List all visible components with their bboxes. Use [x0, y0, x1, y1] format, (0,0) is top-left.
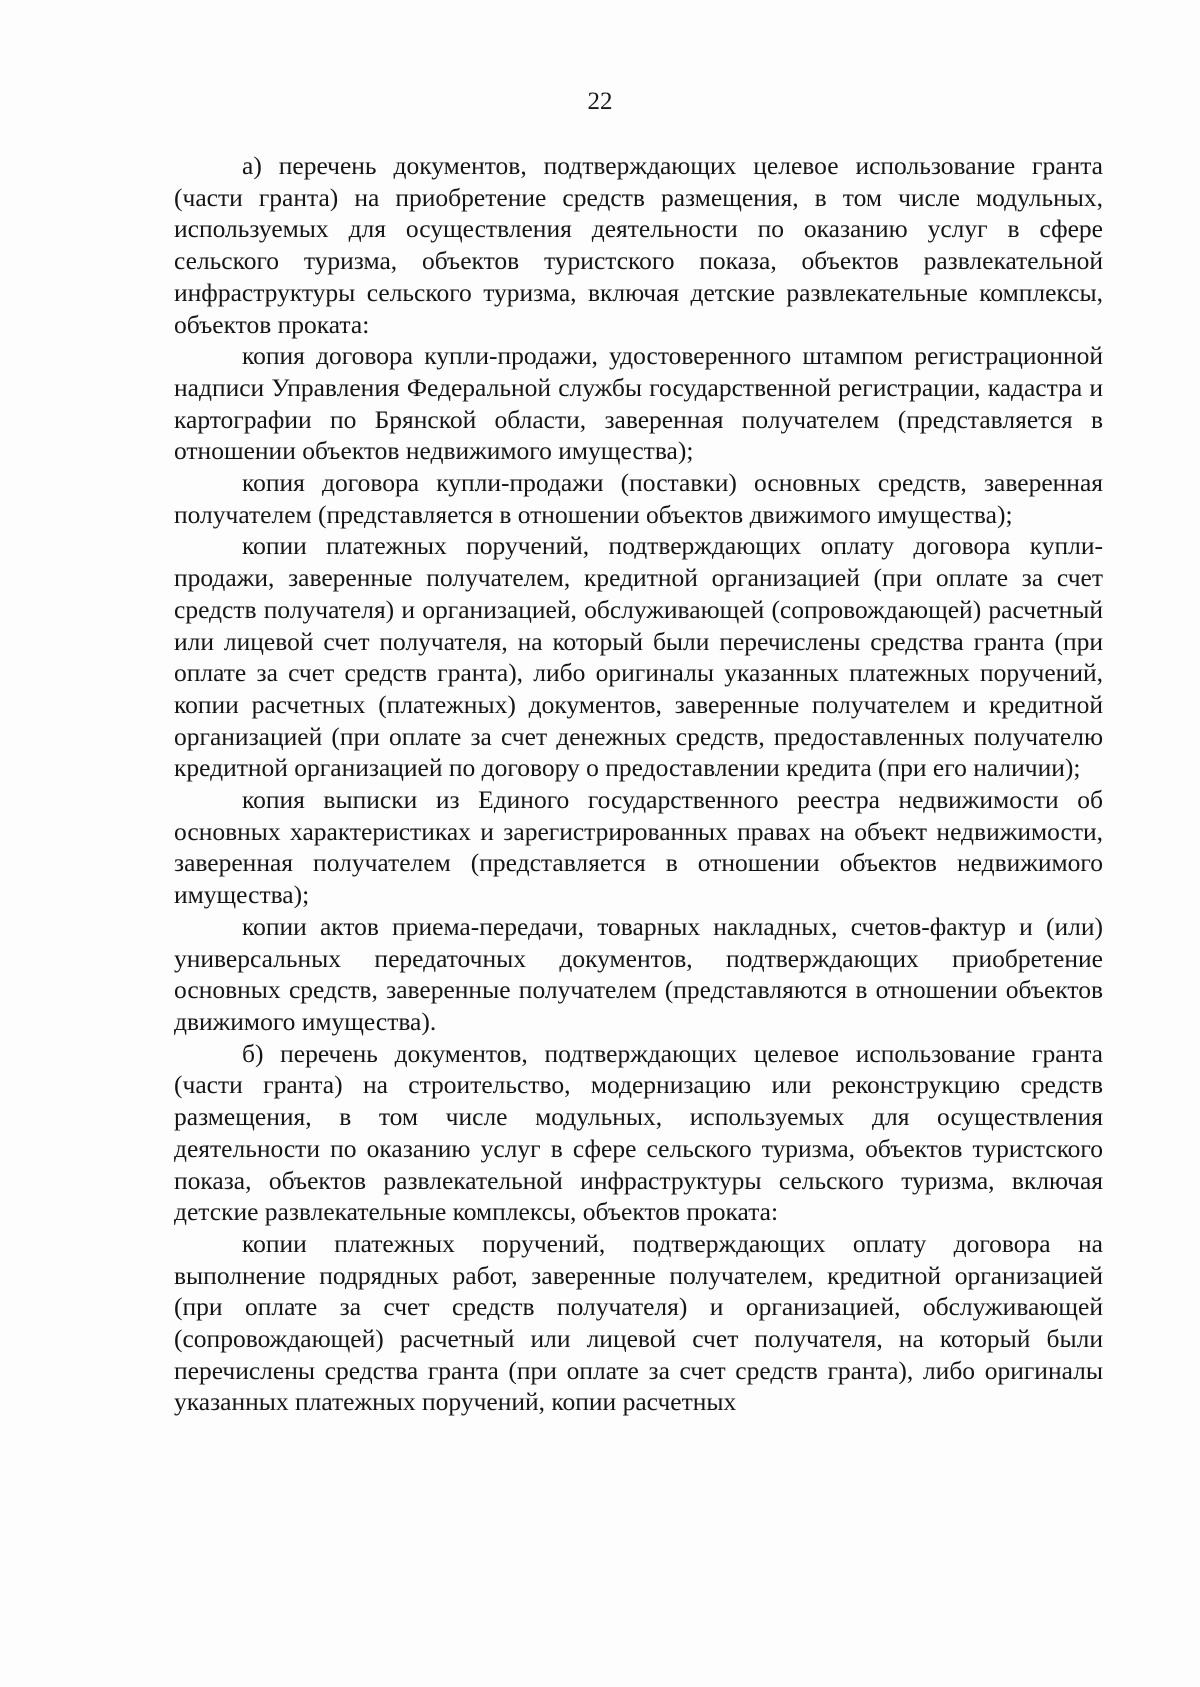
paragraph-registry-extract: копия выписки из Единого государственного реестра недвижимости об основных характеристиках и зарегистрированных правах на объект недвижимости, заверенная получателем (представляется в отношении объектов недвижимого имущества); — [174, 785, 1103, 910]
paragraph-acceptance-acts: копии актов приема-передачи, товарных накладных, счетов-фактур и (или) универсальных передаточных документов, подтверждающих приобретение основных средств, заверенные получателем (представляются в отношении объектов движимого имущества). — [174, 911, 1103, 1036]
paragraph-a-intro: а) перечень документов, подтверждающих целевое использование гранта (части гранта) на приобретение средств размещения, в том числе модульных, используемых для осуществления деятельности по оказанию услуг в сфере сельского туризма, объектов туристского показа, объектов развлекательной инфраструктуры сельского туризма, включая детские развлекательные комплексы, объектов проката: — [174, 151, 1103, 339]
paragraph-payment-orders: копии платежных поручений, подтверждающих оплату договора купли-продажи, заверенные получателем, кредитной организацией (при оплате за счет средств получателя) и организацией, обслуживающей (сопровождающей) расчетный или лицевой счет получателя, на который были перечислены средства гранта (при оплате за счет средств гранта), либо оригиналы указанных платежных поручений, копии расчетных (платежных) документов, заверенные получателем и кредитной организацией (при оплате за счет денежных средств, предоставленных получателю кредитной организацией по договору о предоставлении кредита (при его наличии); — [174, 531, 1103, 783]
paragraph-sale-contract-real-estate: копия договора купли-продажи, удостоверенного штампом регистрационной надписи Управления Федеральной службы государственной регистрации, кадастра и картографии по Брянской области, заверенная получателем (представляется в отношении объектов недвижимого имущества); — [174, 341, 1103, 466]
paragraph-b-intro: б) перечень документов, подтверждающих целевое использование гранта (части гранта) на строительство, модернизацию или реконструкцию средств размещения, в том числе модульных, используемых для осуществления деятельности по оказанию услуг в сфере сельского туризма, объектов туристского показа, объектов развлекательной инфраструктуры сельского туризма, включая детские развлекательные комплексы, объектов проката: — [174, 1038, 1103, 1227]
page-number: 22 — [587, 88, 613, 115]
document-body — [174, 150, 1103, 1418]
paragraph-sale-contract-movable: копия договора купли-продажи (поставки) основных средств, заверенная получателем (представляется в отношении объектов движимого имущества); — [174, 468, 1103, 529]
paragraph-contract-payment-orders: копии платежных поручений, подтверждающих оплату договора на выполнение подрядных работ, заверенные получателем, кредитной организацией (при оплате за счет средств получателя) и организацией, обслуживающей (сопровождающей) расчетный или лицевой счет получателя, на который были перечислены средства гранта (при оплате за счет средств гранта), либо оригиналы указанных платежных поручений, копии расчетных — [174, 1228, 1103, 1417]
